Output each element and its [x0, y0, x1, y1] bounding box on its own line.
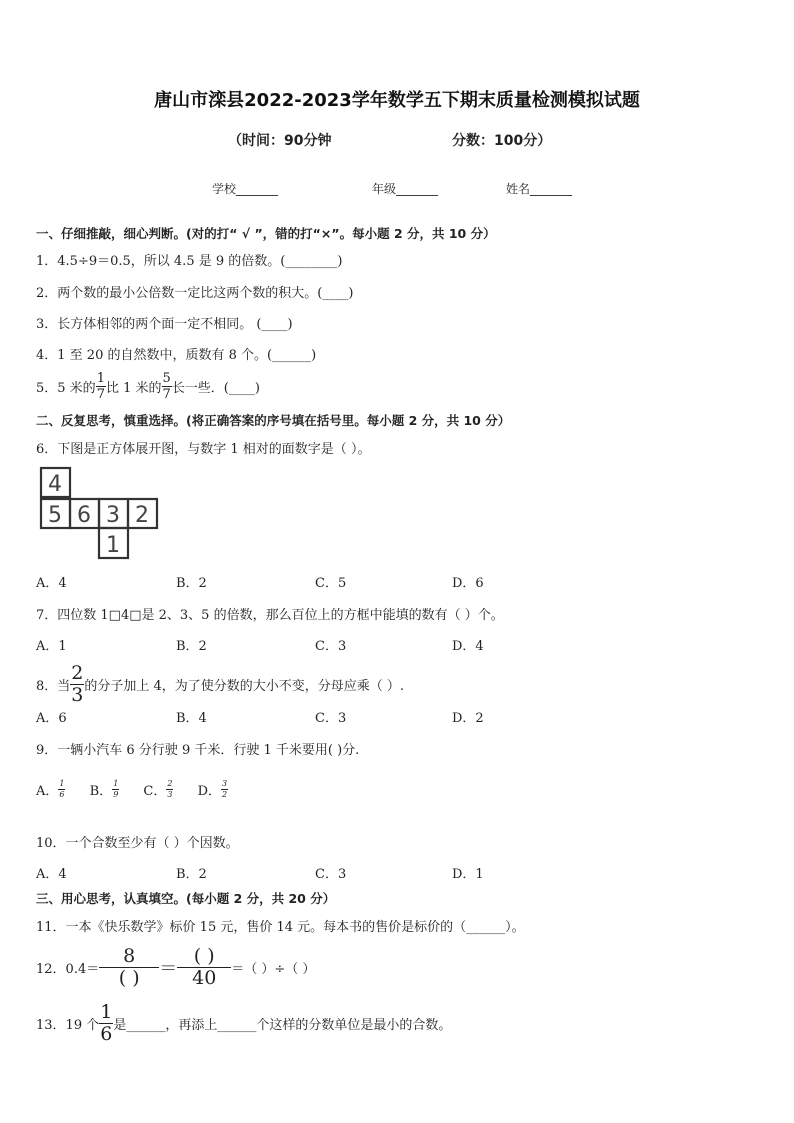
q7-option-b[interactable]: B．2 — [176, 639, 207, 654]
question-5 — [36, 372, 260, 401]
q5-text-a: 5．5 米的 — [36, 381, 96, 396]
question-3: 3．长方体相邻的两个面一定不相同。 (____) — [36, 317, 293, 332]
q6-option-d[interactable]: D．6 — [452, 576, 484, 591]
question-13 — [36, 1003, 451, 1044]
section-3-heading: 三、用心思考，认真填空。(每小题 2 分，共 20 分） — [36, 891, 336, 906]
question-1: 1．4.5÷9＝0.5，所以 4.5 是 9 的倍数。(________) — [36, 254, 343, 269]
q7-option-a[interactable]: A．1 — [36, 639, 67, 654]
question-4: 4．1 至 20 的自然数中，质数有 8 个。(______) — [36, 348, 317, 363]
q9-option-d-fraction — [221, 780, 228, 799]
q5-f1-numerator: 1 — [96, 371, 105, 386]
section-2-heading: 二、反复思考，慎重选择。(将正确答案的序号填在括号里。每小题 2 分，共 10 分） — [36, 413, 511, 428]
page-title: 唐山市滦县2022-2023学年数学五下期末质量检测模拟试题 — [154, 90, 640, 111]
q12-f2-denominator: 40 — [192, 967, 217, 989]
q8-fraction — [70, 664, 84, 705]
q9-options — [36, 780, 228, 799]
q10-option-d[interactable]: D．1 — [452, 867, 484, 882]
q9-option-c[interactable] — [143, 779, 173, 799]
q8-numerator: 2 — [71, 662, 84, 684]
q9-option-c-letter: C． — [143, 784, 167, 799]
q10-option-c[interactable]: C．3 — [315, 867, 347, 882]
q9-c-denominator: 3 — [167, 790, 173, 799]
q8-option-a[interactable]: A．6 — [36, 711, 67, 726]
q5-f1-denominator: 7 — [96, 387, 105, 402]
question-6: 6．下图是正方体展开图，与数字 1 相对的面数字是（ ）。 — [36, 442, 371, 457]
net-label-2: 6 — [77, 503, 91, 528]
question-10: 10．一个合数至少有（ ）个因数。 — [36, 836, 239, 851]
q9-b-numerator: 1 — [113, 779, 119, 788]
name-field[interactable]: 姓名_______ — [506, 182, 573, 196]
q9-option-a[interactable] — [36, 779, 65, 799]
question-11: 11．一本《快乐数学》标价 15 元，售价 14 元。每本书的售价是标价的（______）。 — [36, 920, 525, 935]
q10-option-b[interactable]: B．2 — [176, 867, 207, 882]
q9-option-d-letter: D． — [197, 784, 222, 799]
q5-f2-numerator: 5 — [162, 371, 171, 386]
q13-text-a: 13．19 个 — [36, 1018, 100, 1033]
q8-text-a: 8．当 — [36, 679, 71, 694]
q10-option-a[interactable]: A．4 — [36, 867, 67, 882]
exam-score: 分数：100分） — [452, 133, 552, 149]
q9-d-denominator: 2 — [222, 790, 228, 799]
q12-fraction-1 — [99, 947, 159, 988]
q6-option-c[interactable]: C．5 — [315, 576, 347, 591]
q7-option-c[interactable]: C．3 — [315, 639, 347, 654]
question-7: 7．四位数 1□4□是 2、3、5 的倍数，那么百位上的方框中能填的数有（ ）个。 — [36, 608, 504, 623]
q9-option-a-fraction — [58, 780, 65, 799]
net-label-4: 2 — [135, 503, 149, 528]
q12-fraction-2 — [177, 947, 231, 988]
school-field[interactable]: 学校_______ — [212, 182, 279, 196]
q9-b-denominator: 9 — [113, 790, 119, 799]
q5-text-c: 长一些．(____) — [171, 381, 260, 396]
net-label-bottom: 1 — [106, 533, 120, 558]
question-9: 9．一辆小汽车 6 分行驶 9 千米．行驶 1 千米要用( )分. — [36, 743, 360, 758]
q9-a-denominator: 6 — [59, 790, 65, 799]
q9-option-b-letter: B． — [89, 784, 113, 799]
q12-f1-denominator: ( ) — [118, 967, 140, 989]
net-label-top: 4 — [48, 472, 62, 497]
q7-option-d[interactable]: D．4 — [452, 639, 484, 654]
q9-option-b[interactable] — [89, 779, 120, 799]
exam-time: （时间：90分钟 — [228, 133, 332, 149]
q5-fraction-1 — [96, 372, 106, 401]
grade-field[interactable]: 年级_______ — [372, 182, 439, 196]
question-2: 2．两个数的最小公倍数一定比这两个数的积大。(____) — [36, 286, 354, 301]
q12-f1-numerator: 8 — [99, 947, 159, 968]
q8-text-b: 的分子加上 4，为了使分数的大小不变，分母应乘（ ）. — [84, 679, 405, 694]
q9-option-c-fraction — [166, 780, 173, 799]
q8-option-d[interactable]: D．2 — [452, 711, 484, 726]
q12-f2-numerator: ( ) — [177, 947, 231, 968]
q13-fraction — [99, 1003, 113, 1044]
q5-fraction-2 — [162, 372, 172, 401]
q6-option-b[interactable]: B．2 — [176, 576, 207, 591]
q9-option-b-fraction — [112, 780, 119, 799]
section-1-heading: 一、仔细推敲，细心判断。(对的打“ √ ”，错的打“×”。每小题 2 分，共 10 分） — [36, 226, 496, 241]
q8-option-c[interactable]: C．3 — [315, 711, 347, 726]
q9-option-a-letter: A． — [36, 784, 59, 799]
q8-option-b[interactable]: B．4 — [176, 711, 207, 726]
cube-net-figure — [38, 466, 162, 562]
q13-denominator: 6 — [100, 1023, 113, 1045]
q5-text-b: 比 1 米的 — [105, 381, 162, 396]
net-label-3: 3 — [106, 503, 120, 528]
q8-denominator: 3 — [71, 684, 84, 706]
q5-f2-denominator: 7 — [162, 387, 171, 402]
question-12 — [36, 947, 315, 988]
q9-c-numerator: 2 — [167, 779, 173, 788]
q12-text-c: ＝（ ）÷（ ） — [231, 962, 316, 977]
q12-equals: ＝ — [159, 958, 178, 980]
q13-numerator: 1 — [100, 1001, 113, 1023]
q6-option-a[interactable]: A．4 — [36, 576, 67, 591]
question-8 — [36, 664, 404, 705]
q9-d-numerator: 3 — [222, 779, 228, 788]
q13-text-b: 是______，再添上______个这样的分数单位是最小的合数。 — [113, 1018, 452, 1033]
q9-a-numerator: 1 — [59, 779, 65, 788]
q9-option-d[interactable] — [197, 779, 229, 799]
q12-text-a: 12．0.4＝ — [36, 962, 100, 977]
net-label-1: 5 — [48, 503, 62, 528]
